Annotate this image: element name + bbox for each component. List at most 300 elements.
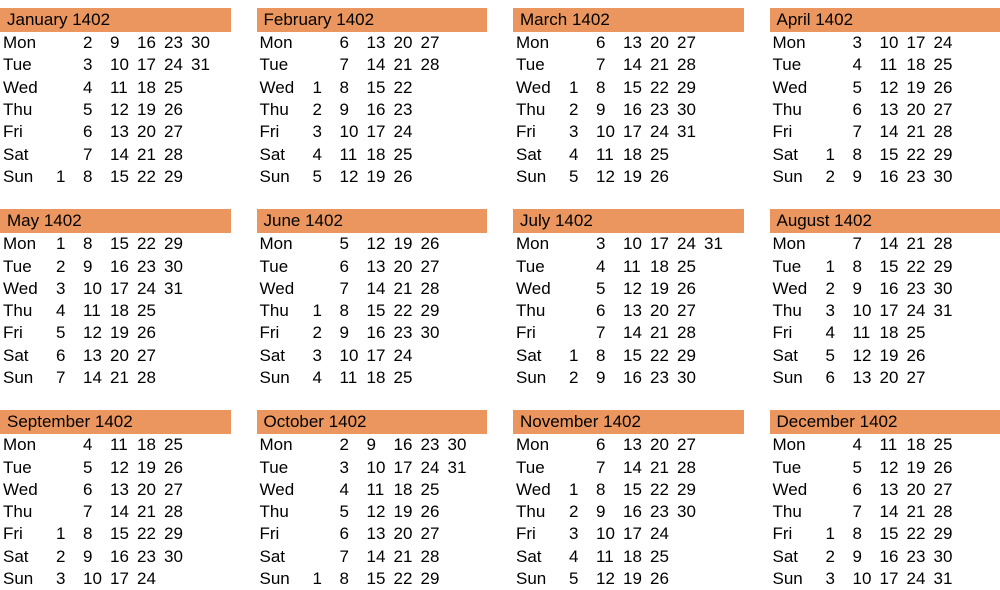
day-cell: 13 (83, 346, 110, 366)
weekday-row (0, 322, 231, 344)
weekday-label: Wed (513, 480, 569, 500)
weekday-row (770, 77, 1000, 99)
month-title: July 1402 (513, 209, 744, 233)
weekday-row (770, 345, 1000, 367)
day-cell: 21 (907, 122, 934, 142)
weekday-row (513, 546, 744, 568)
day-cell: 30 (164, 257, 191, 277)
month-title: September 1402 (0, 410, 231, 434)
day-cell: 1 (313, 78, 340, 98)
day-cell: 5 (853, 78, 880, 98)
day-cell: 31 (164, 279, 191, 299)
day-cell: 11 (340, 145, 367, 165)
day-cell: 20 (907, 480, 934, 500)
weekday-label: Mon (257, 234, 313, 254)
weekday-row (770, 143, 1000, 165)
weekday-row (0, 345, 231, 367)
day-cell: 3 (853, 33, 880, 53)
weekday-label: Wed (770, 78, 826, 98)
weekday-label: Mon (0, 234, 56, 254)
day-cell: 28 (421, 55, 448, 75)
day-cell: 27 (677, 301, 704, 321)
day-cell: 19 (650, 279, 677, 299)
day-cell: 13 (853, 368, 880, 388)
day-cell: 5 (313, 167, 340, 187)
weekday-label: Fri (257, 524, 313, 544)
day-cell: 3 (56, 569, 83, 589)
day-cell: 10 (596, 524, 623, 544)
day-cell: 13 (110, 480, 137, 500)
day-cell: 16 (880, 167, 907, 187)
day-cell: 7 (83, 502, 110, 522)
day-cell: 13 (367, 524, 394, 544)
day-cell: 31 (934, 569, 961, 589)
day-cell: 2 (56, 257, 83, 277)
day-cell: 16 (394, 435, 421, 455)
day-cell: 9 (853, 279, 880, 299)
day-cell: 7 (56, 368, 83, 388)
day-cell: 13 (623, 33, 650, 53)
day-cell: 22 (907, 257, 934, 277)
day-cell: 17 (623, 524, 650, 544)
day-cell: 16 (880, 547, 907, 567)
day-cell: 9 (367, 435, 394, 455)
day-cell: 18 (880, 323, 907, 343)
weekday-label: Sun (0, 569, 56, 589)
day-cell: 22 (394, 78, 421, 98)
weekday-label: Thu (513, 100, 569, 120)
weekday-row (257, 143, 488, 165)
weekday-label: Wed (513, 78, 569, 98)
month-block (770, 410, 1000, 590)
month-title: August 1402 (770, 209, 1000, 233)
day-cell: 28 (677, 323, 704, 343)
weekday-row (0, 166, 231, 188)
day-cell: 24 (394, 346, 421, 366)
day-cell: 11 (110, 435, 137, 455)
day-cell: 25 (421, 480, 448, 500)
day-cell: 8 (340, 301, 367, 321)
day-cell: 29 (164, 524, 191, 544)
day-cell: 5 (83, 100, 110, 120)
day-cell: 14 (367, 547, 394, 567)
weekday-row (0, 568, 231, 590)
day-cell: 13 (623, 435, 650, 455)
weekday-row (0, 434, 231, 456)
day-cell: 23 (394, 323, 421, 343)
day-cell: 3 (569, 122, 596, 142)
day-cell: 2 (56, 547, 83, 567)
day-cell: 25 (934, 435, 961, 455)
day-cell: 4 (826, 323, 853, 343)
day-cell: 9 (596, 368, 623, 388)
day-cell: 17 (394, 458, 421, 478)
weekday-label: Mon (770, 33, 826, 53)
weekday-label: Sat (770, 346, 826, 366)
day-cell: 16 (880, 279, 907, 299)
day-cell: 21 (907, 234, 934, 254)
day-cell: 29 (421, 301, 448, 321)
weekday-label: Sat (257, 346, 313, 366)
month-title: April 1402 (770, 8, 1000, 32)
day-cell: 20 (137, 480, 164, 500)
day-cell: 14 (880, 502, 907, 522)
day-cell: 24 (137, 569, 164, 589)
day-cell: 5 (569, 569, 596, 589)
weekday-label: Mon (513, 33, 569, 53)
day-cell: 7 (340, 279, 367, 299)
weekday-row (0, 367, 231, 389)
day-cell: 8 (83, 167, 110, 187)
day-cell: 3 (569, 524, 596, 544)
day-cell: 26 (934, 458, 961, 478)
day-cell: 25 (934, 55, 961, 75)
day-cell: 30 (677, 100, 704, 120)
weekday-label: Sun (257, 167, 313, 187)
day-cell: 25 (164, 78, 191, 98)
day-cell: 5 (826, 346, 853, 366)
day-cell: 27 (164, 122, 191, 142)
day-cell: 21 (394, 55, 421, 75)
day-cell: 23 (650, 100, 677, 120)
weekday-row (0, 278, 231, 300)
day-cell: 12 (853, 346, 880, 366)
day-cell: 1 (569, 78, 596, 98)
day-cell: 3 (596, 234, 623, 254)
month-title: January 1402 (0, 8, 231, 32)
day-cell: 20 (394, 257, 421, 277)
day-cell: 27 (934, 100, 961, 120)
weekday-label: Sun (513, 569, 569, 589)
weekday-row (0, 546, 231, 568)
day-cell: 26 (934, 78, 961, 98)
day-cell: 23 (907, 547, 934, 567)
weekday-label: Sat (257, 145, 313, 165)
weekday-row (257, 546, 488, 568)
day-cell: 2 (826, 279, 853, 299)
day-cell: 17 (110, 279, 137, 299)
day-cell: 27 (421, 524, 448, 544)
day-cell: 7 (853, 234, 880, 254)
day-cell: 4 (56, 301, 83, 321)
day-cell: 9 (596, 100, 623, 120)
day-cell: 4 (853, 435, 880, 455)
day-cell: 12 (110, 100, 137, 120)
weekday-label: Wed (770, 279, 826, 299)
day-cell: 27 (677, 33, 704, 53)
weekday-label: Wed (257, 480, 313, 500)
day-cell: 27 (677, 435, 704, 455)
day-cell: 4 (853, 55, 880, 75)
day-cell: 11 (880, 435, 907, 455)
day-cell: 6 (853, 480, 880, 500)
day-cell: 27 (137, 346, 164, 366)
day-cell: 19 (394, 502, 421, 522)
weekday-label: Mon (257, 33, 313, 53)
day-cell: 4 (313, 145, 340, 165)
day-cell: 3 (83, 55, 110, 75)
weekday-row (0, 479, 231, 501)
day-cell: 20 (110, 346, 137, 366)
day-cell: 22 (394, 301, 421, 321)
day-cell: 1 (56, 524, 83, 544)
day-cell: 17 (623, 122, 650, 142)
day-cell: 29 (164, 234, 191, 254)
weekday-label: Mon (513, 435, 569, 455)
weekday-row (513, 32, 744, 54)
day-cell: 1 (826, 145, 853, 165)
day-cell: 8 (853, 524, 880, 544)
weekday-label: Fri (513, 122, 569, 142)
weekday-label: Sat (770, 145, 826, 165)
day-cell: 6 (56, 346, 83, 366)
day-cell: 18 (394, 480, 421, 500)
day-cell: 24 (907, 301, 934, 321)
weekday-label: Thu (513, 502, 569, 522)
weekday-label: Fri (0, 524, 56, 544)
weekday-label: Thu (0, 502, 56, 522)
weekday-label: Fri (770, 323, 826, 343)
weekday-label: Sat (0, 145, 56, 165)
day-cell: 8 (596, 346, 623, 366)
weekday-row (770, 367, 1000, 389)
day-cell: 17 (367, 346, 394, 366)
weekday-row (770, 434, 1000, 456)
weekday-row (513, 255, 744, 277)
weekday-label: Fri (257, 122, 313, 142)
day-cell: 31 (677, 122, 704, 142)
weekday-label: Wed (513, 279, 569, 299)
day-cell: 12 (110, 458, 137, 478)
day-cell: 23 (137, 257, 164, 277)
day-cell: 24 (934, 33, 961, 53)
day-cell: 14 (623, 55, 650, 75)
weekday-label: Sun (770, 167, 826, 187)
day-cell: 21 (907, 502, 934, 522)
weekday-label: Wed (257, 279, 313, 299)
day-cell: 20 (650, 435, 677, 455)
weekday-row (0, 77, 231, 99)
day-cell: 11 (110, 78, 137, 98)
day-cell: 24 (137, 279, 164, 299)
day-cell: 20 (137, 122, 164, 142)
day-cell: 22 (650, 78, 677, 98)
day-cell: 14 (110, 145, 137, 165)
weekday-label: Wed (770, 480, 826, 500)
weekday-row (0, 143, 231, 165)
day-cell: 28 (164, 502, 191, 522)
day-cell: 12 (340, 167, 367, 187)
day-cell: 5 (340, 234, 367, 254)
weekday-row (257, 523, 488, 545)
day-cell: 29 (934, 145, 961, 165)
day-cell: 2 (826, 547, 853, 567)
day-cell: 10 (340, 346, 367, 366)
day-cell: 28 (934, 502, 961, 522)
day-cell: 23 (907, 279, 934, 299)
day-cell: 19 (137, 458, 164, 478)
day-cell: 17 (880, 569, 907, 589)
day-cell: 13 (110, 122, 137, 142)
day-cell: 10 (853, 301, 880, 321)
day-cell: 28 (677, 55, 704, 75)
day-cell: 1 (56, 167, 83, 187)
day-cell: 24 (650, 122, 677, 142)
weekday-row (513, 233, 744, 255)
weekday-row (770, 456, 1000, 478)
weekday-row (770, 233, 1000, 255)
day-cell: 1 (826, 257, 853, 277)
day-cell: 7 (596, 323, 623, 343)
weekday-label: Thu (770, 502, 826, 522)
weekday-label: Sun (257, 569, 313, 589)
day-cell: 11 (596, 145, 623, 165)
day-cell: 22 (907, 145, 934, 165)
day-cell: 29 (934, 257, 961, 277)
day-cell: 13 (623, 301, 650, 321)
day-cell: 22 (137, 524, 164, 544)
month-block (257, 410, 488, 590)
day-cell: 30 (677, 368, 704, 388)
weekday-row (257, 434, 488, 456)
day-cell: 2 (313, 323, 340, 343)
day-cell: 8 (853, 257, 880, 277)
day-cell: 5 (569, 167, 596, 187)
weekday-label: Sun (257, 368, 313, 388)
day-cell: 2 (340, 435, 367, 455)
day-cell: 28 (137, 368, 164, 388)
weekday-label: Fri (0, 122, 56, 142)
day-cell: 31 (934, 301, 961, 321)
day-cell: 21 (110, 368, 137, 388)
day-cell: 13 (880, 480, 907, 500)
day-cell: 19 (394, 234, 421, 254)
day-cell: 28 (164, 145, 191, 165)
weekday-row (0, 300, 231, 322)
day-cell: 14 (880, 234, 907, 254)
day-cell: 29 (677, 480, 704, 500)
weekday-row (513, 121, 744, 143)
day-cell: 24 (164, 55, 191, 75)
weekday-label: Mon (257, 435, 313, 455)
day-cell: 20 (650, 301, 677, 321)
day-cell: 2 (569, 100, 596, 120)
day-cell: 15 (110, 167, 137, 187)
day-cell: 2 (569, 502, 596, 522)
day-cell: 18 (137, 78, 164, 98)
day-cell: 20 (650, 33, 677, 53)
day-cell: 17 (137, 55, 164, 75)
weekday-row (257, 456, 488, 478)
weekday-row (257, 54, 488, 76)
day-cell: 11 (83, 301, 110, 321)
day-cell: 21 (394, 547, 421, 567)
day-cell: 16 (623, 502, 650, 522)
weekday-row (257, 32, 488, 54)
weekday-label: Thu (257, 502, 313, 522)
weekday-label: Sat (513, 346, 569, 366)
weekday-row (257, 322, 488, 344)
day-cell: 10 (853, 569, 880, 589)
day-cell: 2 (83, 33, 110, 53)
weekday-label: Thu (770, 301, 826, 321)
day-cell: 15 (110, 524, 137, 544)
month-block (513, 8, 744, 188)
weekday-label: Mon (513, 234, 569, 254)
day-cell: 17 (110, 569, 137, 589)
day-cell: 14 (367, 279, 394, 299)
weekday-row (257, 300, 488, 322)
day-cell: 23 (164, 33, 191, 53)
day-cell: 9 (853, 547, 880, 567)
weekday-row (770, 479, 1000, 501)
day-cell: 5 (853, 458, 880, 478)
weekday-label: Sat (257, 547, 313, 567)
day-cell: 24 (907, 569, 934, 589)
day-cell: 12 (623, 279, 650, 299)
weekday-row (257, 233, 488, 255)
day-cell: 6 (83, 122, 110, 142)
day-cell: 10 (367, 458, 394, 478)
day-cell: 29 (934, 524, 961, 544)
day-cell: 29 (421, 569, 448, 589)
day-cell: 8 (83, 234, 110, 254)
day-cell: 6 (596, 33, 623, 53)
weekday-row (513, 345, 744, 367)
weekday-row (513, 367, 744, 389)
weekday-label: Tue (513, 458, 569, 478)
weekday-label: Sun (513, 368, 569, 388)
day-cell: 1 (313, 301, 340, 321)
month-title: March 1402 (513, 8, 744, 32)
day-cell: 27 (934, 480, 961, 500)
month-block (0, 209, 231, 389)
day-cell: 8 (853, 145, 880, 165)
day-cell: 14 (367, 55, 394, 75)
day-cell: 26 (677, 279, 704, 299)
day-cell: 4 (340, 480, 367, 500)
day-cell: 3 (313, 346, 340, 366)
day-cell: 15 (623, 78, 650, 98)
weekday-label: Fri (770, 524, 826, 544)
day-cell: 17 (367, 122, 394, 142)
day-cell: 6 (340, 524, 367, 544)
day-cell: 3 (826, 569, 853, 589)
day-cell: 20 (907, 100, 934, 120)
day-cell: 26 (164, 458, 191, 478)
day-cell: 9 (340, 323, 367, 343)
day-cell: 11 (596, 547, 623, 567)
weekday-label: Wed (0, 480, 56, 500)
day-cell: 12 (880, 78, 907, 98)
weekday-row (770, 32, 1000, 54)
day-cell: 22 (650, 480, 677, 500)
weekday-row (513, 278, 744, 300)
day-cell: 19 (623, 569, 650, 589)
day-cell: 1 (569, 480, 596, 500)
weekday-row (257, 255, 488, 277)
day-cell: 24 (650, 524, 677, 544)
month-block (770, 209, 1000, 389)
day-cell: 20 (880, 368, 907, 388)
weekday-label: Sat (770, 547, 826, 567)
day-cell: 6 (853, 100, 880, 120)
day-cell: 26 (421, 234, 448, 254)
day-cell: 14 (110, 502, 137, 522)
day-cell: 8 (596, 78, 623, 98)
weekday-row (257, 99, 488, 121)
day-cell: 7 (340, 547, 367, 567)
